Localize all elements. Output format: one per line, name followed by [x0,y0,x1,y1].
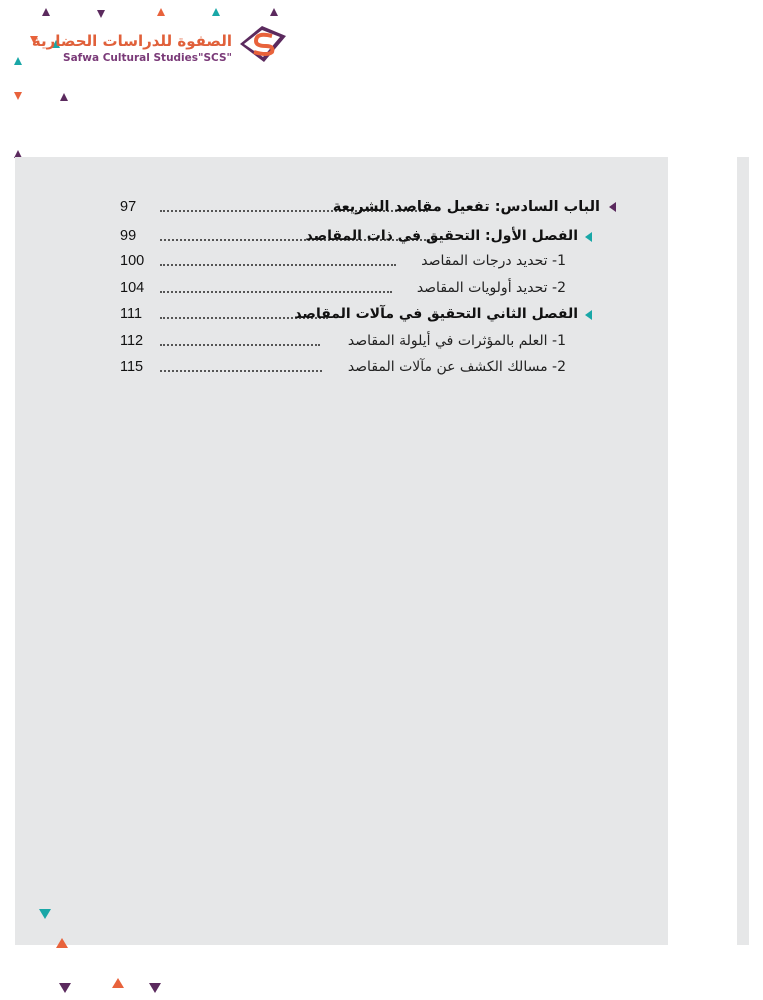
side-strip [737,157,749,945]
decor-triangle [157,8,165,16]
toc-title: 1- تحديد درجات المقاصد [421,253,566,269]
toc-marker-icon [585,310,592,320]
toc-entry [120,199,618,221]
logo-mark-icon [234,22,292,66]
toc-page-number: 100 [120,253,145,269]
decor-triangle [56,938,68,948]
toc-title: الباب السادس: تفعيل مقاصد الشريعة [332,199,600,215]
decor-triangle [60,93,68,101]
toc-page-number: 112 [120,333,144,349]
toc-title: الفصل الثاني التحقيق في مآلات المقاصد [294,306,578,322]
decor-triangle [42,8,50,16]
logo-english-name: Safwa Cultural Studies"SCS" [63,52,232,64]
decor-triangle [39,909,51,919]
toc-page-number: 99 [120,228,137,244]
toc-title: 2- تحديد أولويات المقاصد [416,280,566,296]
toc-marker-icon [609,202,616,212]
toc-title: 2- مسالك الكشف عن مآلات المقاصد [347,359,566,375]
decor-triangle [14,92,22,100]
logo-arabic-name: الصفوة للدراسات الحضارية [31,32,232,50]
toc-page-number: 115 [120,359,144,375]
toc-entry [120,306,618,328]
decor-triangle [212,8,220,16]
decor-triangle [270,8,278,16]
decor-triangle [59,983,71,993]
toc-leader-dots [160,291,392,293]
toc-leader-dots [160,344,320,346]
toc-entry [120,228,618,250]
toc-page-number: 104 [120,280,145,296]
toc-page-number: 97 [120,199,137,215]
decor-triangle [149,983,161,993]
decor-triangle [14,57,22,65]
toc-title: 1- العلم بالمؤثرات في أيلولة المقاصد [347,333,566,349]
toc-leader-dots [160,370,322,372]
toc-entry [120,359,618,381]
decor-triangle [97,10,105,18]
toc-entry [120,280,618,302]
decor-triangle [112,978,124,988]
toc-entry [120,333,618,355]
content-panel [15,157,668,945]
toc-marker-icon [585,232,592,242]
publisher-logo [31,20,292,70]
toc-title: الفصل الأول: التحقيق في ذات المقاصد [305,228,578,244]
toc-page-number: 111 [120,306,143,322]
toc-entry [120,253,618,275]
toc-leader-dots [160,264,396,266]
